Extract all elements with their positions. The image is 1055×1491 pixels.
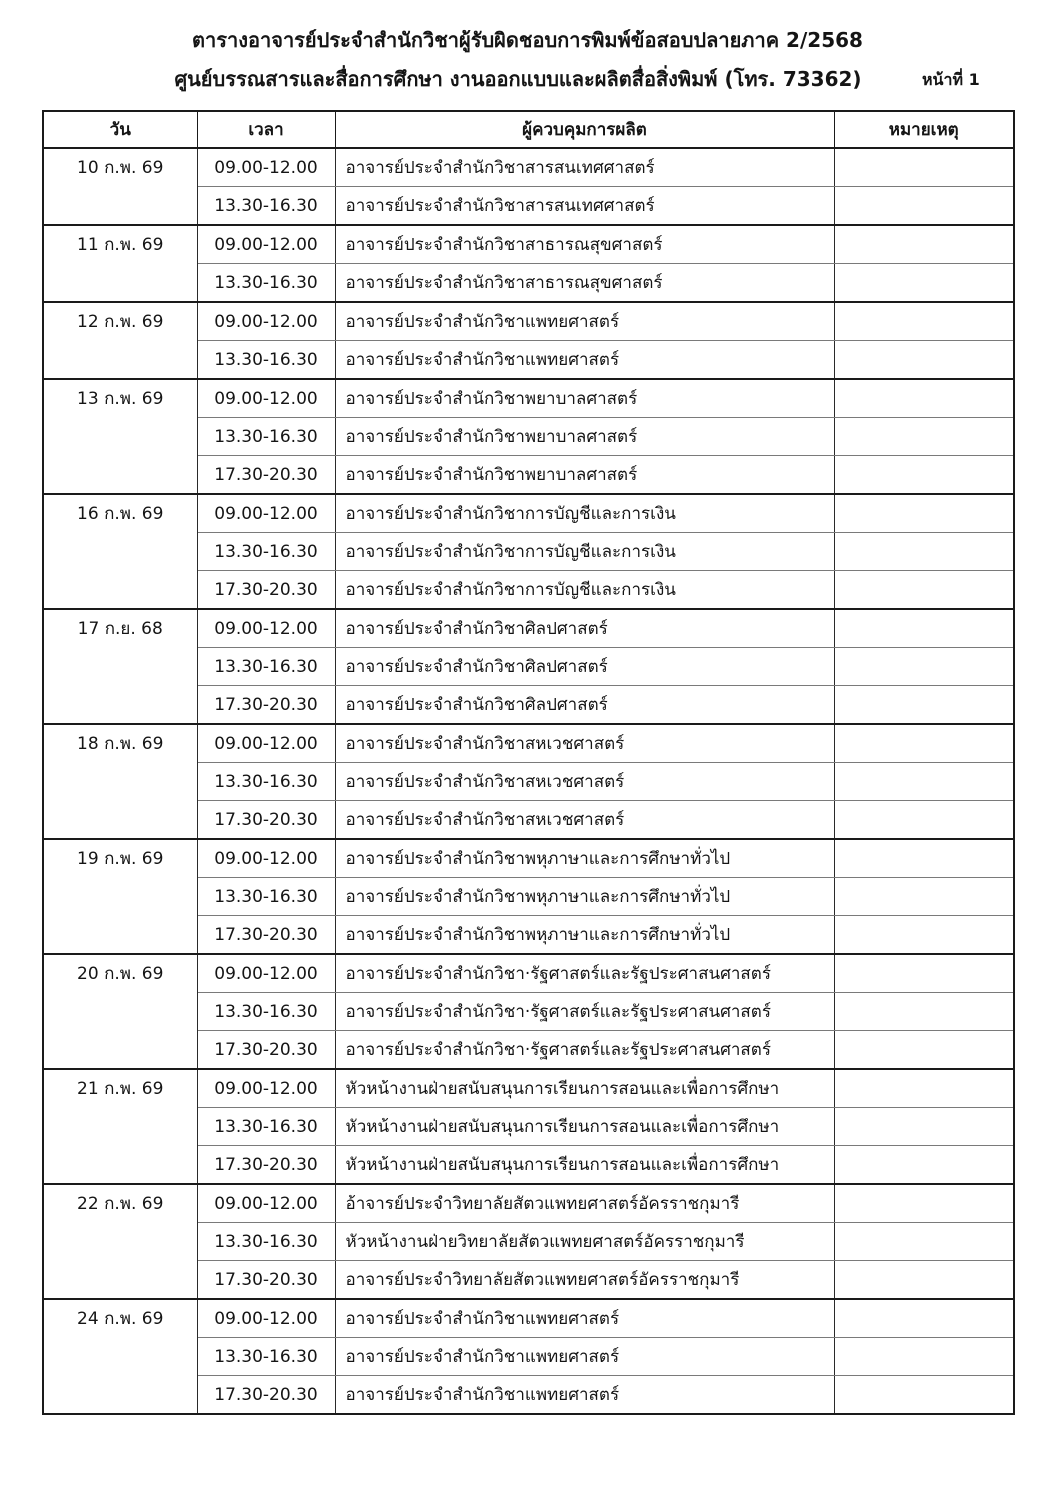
time-cell: 17.30-20.30 [197, 686, 335, 725]
note-cell [834, 648, 1014, 686]
note-cell [834, 1108, 1014, 1146]
controller-cell: อาจารย์ประจำสำนักวิชาสาธารณสุขศาสตร์ [335, 264, 834, 303]
controller-cell: อาจารย์ประจำสำนักวิชาแพทยศาสตร์ [335, 341, 834, 380]
time-cell: 17.30-20.30 [197, 801, 335, 840]
table-row [43, 839, 1014, 878]
note-cell [834, 763, 1014, 801]
controller-cell: อาจารย์ประจำสำนักวิชาสหเวชศาสตร์ [335, 724, 834, 763]
note-cell [834, 686, 1014, 725]
header-note: หมายเหตุ [834, 111, 1014, 148]
table-row [43, 302, 1014, 341]
note-cell [834, 148, 1014, 187]
note-cell [834, 954, 1014, 993]
time-cell: 09.00-12.00 [197, 1299, 335, 1338]
table-row [43, 1069, 1014, 1108]
table-header [43, 111, 1014, 148]
time-cell: 09.00-12.00 [197, 724, 335, 763]
time-cell: 17.30-20.30 [197, 1261, 335, 1300]
note-cell [834, 264, 1014, 303]
controller-cell: อาจารย์ประจำสำนักวิชา·รัฐศาสตร์และรัฐประศาสนศาสตร์ [335, 954, 834, 993]
table-row [43, 724, 1014, 763]
note-cell [834, 1299, 1014, 1338]
page-number-label: หน้าที่ 1 [922, 70, 980, 89]
table-row [43, 379, 1014, 418]
time-cell: 13.30-16.30 [197, 187, 335, 226]
date-cell: 24 ก.พ. 69 [43, 1299, 197, 1414]
time-cell: 17.30-20.30 [197, 916, 335, 955]
controller-cell: อาจารย์ประจำสำนักวิชาศิลปศาสตร์ [335, 648, 834, 686]
table-row [43, 1299, 1014, 1338]
time-cell: 13.30-16.30 [197, 878, 335, 916]
time-cell: 09.00-12.00 [197, 954, 335, 993]
controller-cell: หัวหน้างานฝ่ายสนับสนุนการเรียนการสอนและเพื่อการศึกษา [335, 1069, 834, 1108]
schedule-table [42, 110, 1015, 1415]
controller-cell: อาจารย์ประจำสำนักวิชาแพทยศาสตร์ [335, 1299, 834, 1338]
date-cell: 22 ก.พ. 69 [43, 1184, 197, 1299]
controller-cell: อาจารย์ประจำสำนักวิชาพหุภาษาและการศึกษาทั่วไป [335, 878, 834, 916]
note-cell [834, 839, 1014, 878]
controller-cell: อ้าจารย์ประจำวิทยาลัยสัตวแพทยศาสตร์อัครราชกุมารี [335, 1184, 834, 1223]
note-cell [834, 571, 1014, 610]
note-cell [834, 724, 1014, 763]
time-cell: 09.00-12.00 [197, 225, 335, 264]
date-cell: 19 ก.พ. 69 [43, 839, 197, 954]
time-cell: 09.00-12.00 [197, 839, 335, 878]
time-cell: 17.30-20.30 [197, 1031, 335, 1070]
date-cell: 11 ก.พ. 69 [43, 225, 197, 302]
time-cell: 17.30-20.30 [197, 1146, 335, 1185]
note-cell [834, 878, 1014, 916]
time-cell: 13.30-16.30 [197, 341, 335, 380]
date-cell: 13 ก.พ. 69 [43, 379, 197, 494]
table-row [43, 609, 1014, 648]
controller-cell: อาจารย์ประจำสำนักวิชาการบัญชีและการเงิน [335, 533, 834, 571]
time-cell: 09.00-12.00 [197, 1069, 335, 1108]
controller-cell: หัวหน้างานฝ่ายวิทยาลัยสัตวแพทยศาสตร์อัครราชกุมารี [335, 1223, 834, 1261]
controller-cell: อาจารย์ประจำสำนักวิชาสารสนเทศศาสตร์ [335, 187, 834, 226]
header-controller: ผู้ควบคุมการผลิต [335, 111, 834, 148]
time-cell: 13.30-16.30 [197, 993, 335, 1031]
header-row [43, 111, 1014, 148]
note-cell [834, 1031, 1014, 1070]
note-cell [834, 609, 1014, 648]
note-cell [834, 418, 1014, 456]
controller-cell: อาจารย์ประจำสำนักวิชาสารสนเทศศาสตร์ [335, 148, 834, 187]
date-cell: 17 ก.ย. 68 [43, 609, 197, 724]
time-cell: 17.30-20.30 [197, 1376, 335, 1415]
controller-cell: หัวหน้างานฝ่ายสนับสนุนการเรียนการสอนและเพื่อการศึกษา [335, 1108, 834, 1146]
time-cell: 13.30-16.30 [197, 1223, 335, 1261]
note-cell [834, 533, 1014, 571]
time-cell: 13.30-16.30 [197, 533, 335, 571]
time-cell: 09.00-12.00 [197, 494, 335, 533]
note-cell [834, 341, 1014, 380]
table-row [43, 494, 1014, 533]
time-cell: 13.30-16.30 [197, 1108, 335, 1146]
controller-cell: อาจารย์ประจำสำนักวิชา·รัฐศาสตร์และรัฐประศาสนศาสตร์ [335, 1031, 834, 1070]
time-cell: 13.30-16.30 [197, 418, 335, 456]
date-cell: 20 ก.พ. 69 [43, 954, 197, 1069]
note-cell [834, 225, 1014, 264]
time-cell: 17.30-20.30 [197, 456, 335, 495]
controller-cell: อาจารย์ประจำสำนักวิชาพหุภาษาและการศึกษาทั่วไป [335, 839, 834, 878]
controller-cell: อาจารย์ประจำสำนักวิชาพยาบาลศาสตร์ [335, 418, 834, 456]
date-cell: 16 ก.พ. 69 [43, 494, 197, 609]
controller-cell: อาจารย์ประจำสำนักวิชาการบัญชีและการเงิน [335, 494, 834, 533]
table-row [43, 1184, 1014, 1223]
note-cell [834, 1376, 1014, 1415]
controller-cell: อาจารย์ประจำวิทยาลัยสัตวแพทยศาสตร์อัครราชกุมารี [335, 1261, 834, 1300]
note-cell [834, 379, 1014, 418]
date-cell: 10 ก.พ. 69 [43, 148, 197, 225]
controller-cell: อาจารย์ประจำสำนักวิชาแพทยศาสตร์ [335, 1376, 834, 1415]
time-cell: 09.00-12.00 [197, 148, 335, 187]
date-cell: 18 ก.พ. 69 [43, 724, 197, 839]
note-cell [834, 1146, 1014, 1185]
date-cell: 21 ก.พ. 69 [43, 1069, 197, 1184]
time-cell: 13.30-16.30 [197, 763, 335, 801]
controller-cell: อาจารย์ประจำสำนักวิชาสหเวชศาสตร์ [335, 801, 834, 840]
note-cell [834, 1261, 1014, 1300]
note-cell [834, 1223, 1014, 1261]
table-row [43, 148, 1014, 187]
time-cell: 13.30-16.30 [197, 1338, 335, 1376]
time-cell: 13.30-16.30 [197, 648, 335, 686]
controller-cell: อาจารย์ประจำสำนักวิชาศิลปศาสตร์ [335, 609, 834, 648]
controller-cell: อาจารย์ประจำสำนักวิชาพหุภาษาและการศึกษาทั่วไป [335, 916, 834, 955]
controller-cell: อาจารย์ประจำสำนักวิชาแพทยศาสตร์ [335, 302, 834, 341]
note-cell [834, 494, 1014, 533]
time-cell: 09.00-12.00 [197, 1184, 335, 1223]
note-cell [834, 1069, 1014, 1108]
document-title: ตารางอาจารย์ประจำสำนักวิชาผู้รับผิดชอบการพิมพ์ข้อสอบปลายภาค 2/2568 [192, 28, 863, 52]
header-day: วัน [43, 111, 197, 148]
time-cell: 09.00-12.00 [197, 609, 335, 648]
controller-cell: อาจารย์ประจำสำนักวิชาพยาบาลศาสตร์ [335, 379, 834, 418]
table-body [43, 148, 1014, 1414]
controller-cell: หัวหน้างานฝ่ายสนับสนุนการเรียนการสอนและเพื่อการศึกษา [335, 1146, 834, 1185]
note-cell [834, 456, 1014, 495]
document-subtitle: ศูนย์บรรณสารและสื่อการศึกษา งานออกแบบและผลิตสื่อสิ่งพิมพ์ (โทร. 73362) [174, 67, 862, 91]
controller-cell: อาจารย์ประจำสำนักวิชาพยาบาลศาสตร์ [335, 456, 834, 495]
note-cell [834, 1184, 1014, 1223]
note-cell [834, 187, 1014, 226]
controller-cell: อาจารย์ประจำสำนักวิชาสาธารณสุขศาสตร์ [335, 225, 834, 264]
time-cell: 09.00-12.00 [197, 379, 335, 418]
note-cell [834, 993, 1014, 1031]
time-cell: 17.30-20.30 [197, 571, 335, 610]
header-time: เวลา [197, 111, 335, 148]
table-row [43, 225, 1014, 264]
note-cell [834, 302, 1014, 341]
table-row [43, 954, 1014, 993]
controller-cell: อาจารย์ประจำสำนักวิชา·รัฐศาสตร์และรัฐประศาสนศาสตร์ [335, 993, 834, 1031]
note-cell [834, 916, 1014, 955]
time-cell: 13.30-16.30 [197, 264, 335, 303]
time-cell: 09.00-12.00 [197, 302, 335, 341]
controller-cell: อาจารย์ประจำสำนักวิชาการบัญชีและการเงิน [335, 571, 834, 610]
note-cell [834, 801, 1014, 840]
note-cell [834, 1338, 1014, 1376]
date-cell: 12 ก.พ. 69 [43, 302, 197, 379]
controller-cell: อาจารย์ประจำสำนักวิชาสหเวชศาสตร์ [335, 763, 834, 801]
controller-cell: อาจารย์ประจำสำนักวิชาแพทยศาสตร์ [335, 1338, 834, 1376]
controller-cell: อาจารย์ประจำสำนักวิชาศิลปศาสตร์ [335, 686, 834, 725]
